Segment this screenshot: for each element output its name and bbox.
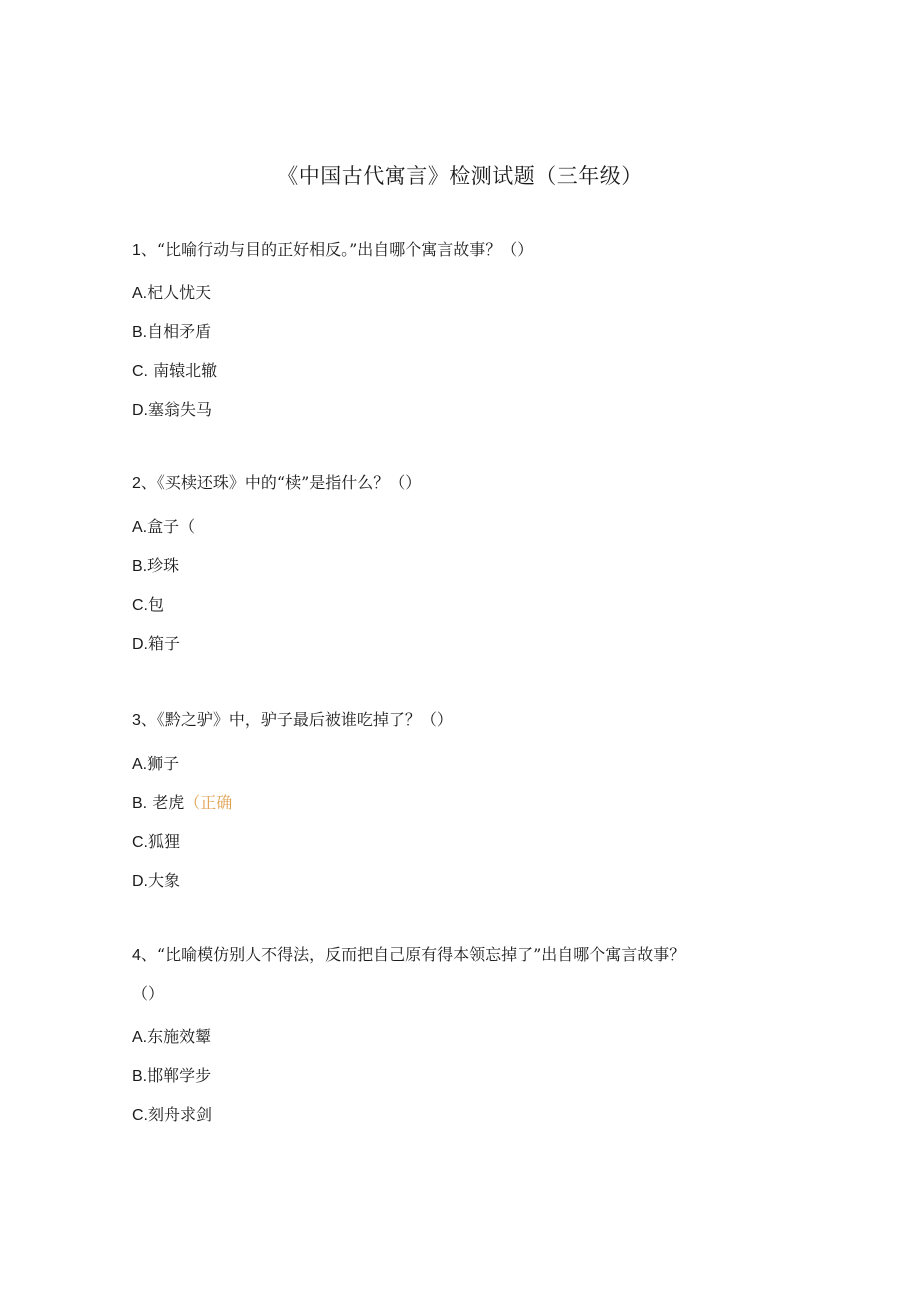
question-text: 、《黔之驴》中，驴子最后被谁吃掉了？（） xyxy=(140,710,453,729)
option-text: 盒子（ xyxy=(147,517,196,536)
option-letter: B. xyxy=(132,1068,148,1085)
question-2 xyxy=(132,473,752,494)
question-1 xyxy=(132,240,752,261)
option-text: 狐狸 xyxy=(148,832,181,851)
option-1d[interactable] xyxy=(132,400,212,421)
option-text: 东施效颦 xyxy=(147,1027,212,1046)
option-3c[interactable] xyxy=(132,832,180,853)
option-text: 杞人忧天 xyxy=(147,283,212,302)
option-text: 南辕北辙 xyxy=(148,361,218,380)
option-letter: D. xyxy=(132,873,148,890)
option-3d[interactable] xyxy=(132,871,180,892)
option-text: 珍珠 xyxy=(147,556,180,575)
option-2c[interactable] xyxy=(132,595,164,616)
option-letter: A. xyxy=(132,1029,148,1046)
option-1a[interactable] xyxy=(132,283,211,304)
page-title: 《中国古代寓言》检测试题（三年级） xyxy=(277,164,643,188)
correct-answer-mark: （正确 xyxy=(184,793,233,812)
question-number: 3 xyxy=(132,712,141,729)
option-letter: D. xyxy=(132,636,148,653)
question-number: 4 xyxy=(132,947,141,964)
option-4c[interactable] xyxy=(132,1105,212,1126)
option-letter: B. xyxy=(132,795,148,812)
option-text: 刻舟求剑 xyxy=(148,1105,213,1124)
option-2d[interactable] xyxy=(132,634,180,655)
option-letter: D. xyxy=(132,402,148,419)
option-4b[interactable] xyxy=(132,1066,211,1087)
question-number: 2 xyxy=(132,475,141,492)
option-1c[interactable] xyxy=(132,361,217,382)
option-text: 大象 xyxy=(148,871,181,890)
option-text: 塞翁失马 xyxy=(148,400,213,419)
option-3a[interactable] xyxy=(132,754,179,775)
option-letter: A. xyxy=(132,519,148,536)
option-letter: B. xyxy=(132,558,148,575)
option-1b[interactable] xyxy=(132,322,211,343)
question-text: 、“比喻行动与目的正好相反。”出自哪个寓言故事？（） xyxy=(140,240,534,259)
option-2a[interactable] xyxy=(132,517,195,538)
option-letter: C. xyxy=(132,597,148,614)
question-text: 、《买椟还珠》中的“椟”是指什么？（） xyxy=(140,473,422,492)
option-text: 狮子 xyxy=(147,754,180,773)
option-text: 邯郸学步 xyxy=(147,1066,212,1085)
option-letter: C. xyxy=(132,1107,148,1124)
option-letter: C. xyxy=(132,363,148,380)
question-number: 1 xyxy=(132,242,141,259)
option-text: 老虎 xyxy=(147,793,185,812)
option-letter: A. xyxy=(132,285,148,302)
option-2b[interactable] xyxy=(132,556,179,577)
option-3b[interactable] xyxy=(132,793,232,814)
option-text: 自相矛盾 xyxy=(147,322,212,341)
option-4a[interactable] xyxy=(132,1027,211,1048)
question-4 xyxy=(132,945,752,966)
option-letter: C. xyxy=(132,834,148,851)
option-letter: A. xyxy=(132,756,148,773)
answer-blank: （） xyxy=(132,984,165,1003)
question-4-continuation xyxy=(132,984,752,1004)
option-letter: B. xyxy=(132,324,148,341)
question-text: 、“比喻模仿别人不得法，反而把自己原有得本领忘掉了”出自哪个寓言故事？ xyxy=(140,945,686,964)
option-text: 包 xyxy=(148,595,165,614)
question-3 xyxy=(132,710,752,731)
option-text: 箱子 xyxy=(148,634,181,653)
